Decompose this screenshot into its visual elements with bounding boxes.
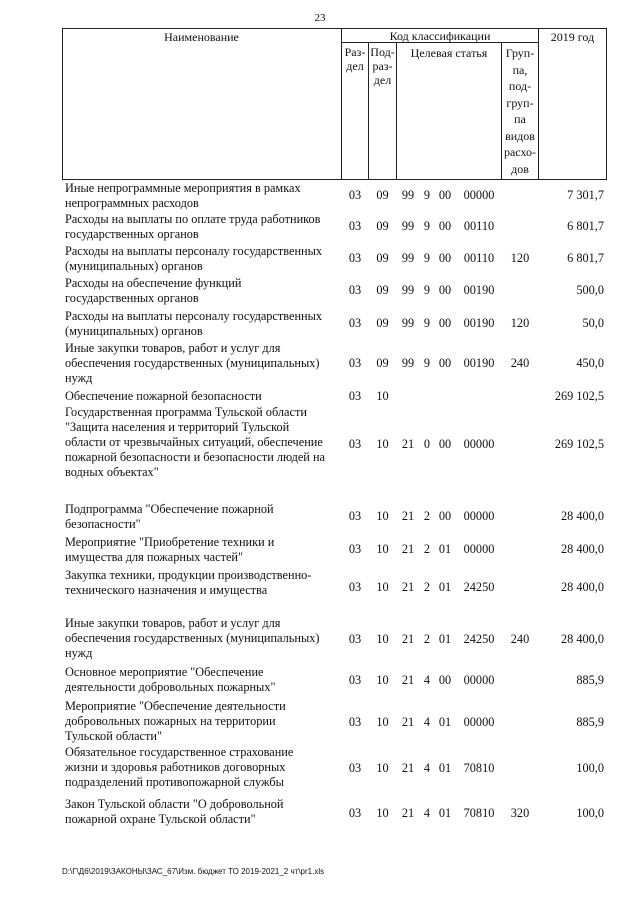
row-amount: 269 102,5 xyxy=(554,437,604,451)
header-podrazdel: Под- раз- дел xyxy=(370,45,395,87)
row-name-line: государственных органов xyxy=(65,291,199,305)
row-code-t2: 9 xyxy=(423,356,431,370)
row-name xyxy=(65,568,345,598)
row-name-line: деятельности добровольных пожарных" xyxy=(65,680,276,694)
row-code-t1: 99 xyxy=(401,316,415,330)
table-row xyxy=(62,181,607,211)
row-code-t1: 21 xyxy=(401,542,415,556)
row-code-r: 03 xyxy=(348,580,362,594)
row-code-g: 120 xyxy=(510,251,530,265)
row-code-t2: 9 xyxy=(423,251,431,265)
row-code-t3: 00 xyxy=(438,251,452,265)
row-code-t2: 2 xyxy=(423,632,431,646)
row-name-line: Обязательное государственное страхование xyxy=(65,745,294,759)
row-name-line: Мероприятие "Обеспечение деятельности xyxy=(65,699,286,713)
header-border-bottom xyxy=(62,179,607,180)
row-code-t3: 00 xyxy=(438,316,452,330)
header-group: Груп- па, под- груп- па видов расхо- дов xyxy=(503,46,537,176)
row-code-t4: 70810 xyxy=(463,761,495,775)
row-code-t3: 01 xyxy=(438,542,452,556)
row-code-t1: 99 xyxy=(401,251,415,265)
row-name xyxy=(65,616,345,661)
row-code-t1: 21 xyxy=(401,632,415,646)
table-header xyxy=(62,28,607,180)
row-code-t1: 99 xyxy=(401,283,415,297)
header-razdel: Раз- дел xyxy=(344,45,366,73)
row-amount: 100,0 xyxy=(576,806,604,820)
row-code-g: 120 xyxy=(510,316,530,330)
row-code-p: 10 xyxy=(376,580,389,594)
row-code-r: 03 xyxy=(348,283,362,297)
row-code-t3: 01 xyxy=(438,632,452,646)
row-code-t4: 00190 xyxy=(463,356,495,370)
row-name xyxy=(65,212,345,242)
row-name xyxy=(65,181,345,211)
row-amount: 28 400,0 xyxy=(560,542,604,556)
row-code-g: 240 xyxy=(510,356,530,370)
table-row xyxy=(62,389,607,405)
row-code-t2: 4 xyxy=(423,806,431,820)
row-code-p: 10 xyxy=(376,761,389,775)
row-code-p: 09 xyxy=(376,283,389,297)
row-name-line: обеспечения государственных (муниципальных) xyxy=(65,356,320,370)
row-code-t2: 0 xyxy=(423,437,431,451)
row-code-t3: 00 xyxy=(438,673,452,687)
row-amount: 450,0 xyxy=(576,356,604,370)
row-code-t3: 01 xyxy=(438,715,452,729)
row-name xyxy=(65,389,345,404)
row-code-p: 10 xyxy=(376,509,389,523)
table-row xyxy=(62,276,607,306)
row-name-line: водных объектах" xyxy=(65,465,159,479)
row-code-t3: 01 xyxy=(438,761,452,775)
row-amount: 885,9 xyxy=(576,715,604,729)
row-code-t2: 9 xyxy=(423,188,431,202)
header-divider-year xyxy=(538,28,539,180)
row-name-line: Расходы на обеспечение функций xyxy=(65,276,242,290)
row-code-t2: 2 xyxy=(423,509,431,523)
row-amount: 100,0 xyxy=(576,761,604,775)
table-row xyxy=(62,797,607,830)
row-name xyxy=(65,341,345,386)
row-name-line: Расходы на выплаты по оплате труда работников xyxy=(65,212,321,226)
row-code-t4: 00190 xyxy=(463,283,495,297)
row-name-line: добровольных пожарных на территории xyxy=(65,714,276,728)
row-name-line: пожарной безопасности и безопасности людей на xyxy=(65,450,325,464)
row-name xyxy=(65,309,345,339)
row-code-t1: 21 xyxy=(401,580,415,594)
row-code-t1: 21 xyxy=(401,761,415,775)
row-name-line: "Защита населения и территорий Тульской xyxy=(65,420,290,434)
row-code-r: 03 xyxy=(348,509,362,523)
row-code-r: 03 xyxy=(348,673,362,687)
header-name: Наименование xyxy=(164,30,239,44)
row-name-line: Тульской области" xyxy=(65,729,162,743)
row-code-t4: 00110 xyxy=(463,251,495,265)
row-name-line: Закупка техники, продукции производственно- xyxy=(65,568,312,582)
header-border-left xyxy=(62,28,63,180)
row-code-t4: 24250 xyxy=(463,632,495,646)
row-name-line: (муниципальных) органов xyxy=(65,324,203,338)
row-code-t4: 00000 xyxy=(463,542,495,556)
row-code-g: 320 xyxy=(510,806,530,820)
row-name-line: государственных органов xyxy=(65,227,199,241)
row-name-line: Государственная программа Тульской области xyxy=(65,405,307,419)
page-number: 23 xyxy=(314,12,326,24)
row-code-t4: 00110 xyxy=(463,219,495,233)
row-code-t3: 01 xyxy=(438,806,452,820)
row-name xyxy=(65,535,345,565)
row-code-t4: 24250 xyxy=(463,580,495,594)
table-row xyxy=(62,745,607,793)
row-amount: 500,0 xyxy=(576,283,604,297)
row-code-t3: 00 xyxy=(438,437,452,451)
table-row xyxy=(62,502,607,532)
row-code-t4: 70810 xyxy=(463,806,495,820)
row-name-line: Подпрограмма "Обеспечение пожарной xyxy=(65,502,274,516)
row-name-line: Обеспечение пожарной безопасности xyxy=(65,389,262,403)
row-amount: 6 801,7 xyxy=(567,251,604,265)
row-code-r: 03 xyxy=(348,356,362,370)
row-code-p: 09 xyxy=(376,356,389,370)
row-code-p: 10 xyxy=(376,542,389,556)
header-divider-podrazdel xyxy=(396,42,397,180)
row-code-t3: 00 xyxy=(438,219,452,233)
row-code-g: 240 xyxy=(510,632,530,646)
header-classification: Код классификации xyxy=(389,29,491,43)
row-amount: 885,9 xyxy=(576,673,604,687)
row-code-r: 03 xyxy=(348,761,362,775)
header-border-right xyxy=(606,28,607,180)
row-code-t4: 00000 xyxy=(463,673,495,687)
row-amount: 28 400,0 xyxy=(560,509,604,523)
row-code-t4: 00000 xyxy=(463,188,495,202)
row-name-line: (муниципальных) органов xyxy=(65,259,203,273)
row-name-line: жизни и здоровья работников договорных xyxy=(65,760,286,774)
table-row xyxy=(62,405,607,485)
table-row xyxy=(62,309,607,339)
row-name-line: подразделений противопожарной службы xyxy=(65,775,284,789)
file-path-footer: D:\Г\Д6\2019\ЗАКОНЫ\ЗАС_67\Изм. бюджет ТО 2019-2021_2 чт\pr1.xls xyxy=(62,867,325,876)
row-amount: 269 102,5 xyxy=(554,389,604,403)
row-name-line: Расходы на выплаты персоналу государственных xyxy=(65,309,323,323)
table-row xyxy=(62,244,607,274)
row-name xyxy=(65,244,345,274)
row-code-t2: 9 xyxy=(423,316,431,330)
row-code-t4: 00000 xyxy=(463,437,495,451)
row-code-t3: 01 xyxy=(438,580,452,594)
row-name xyxy=(65,745,345,790)
row-code-p: 10 xyxy=(376,673,389,687)
table-row xyxy=(62,535,607,565)
row-amount: 6 801,7 xyxy=(567,219,604,233)
row-name-line: Мероприятие "Приобретение техники и xyxy=(65,535,275,549)
header-target: Целевая статья xyxy=(410,46,488,60)
row-code-p: 10 xyxy=(376,715,389,729)
header-year: 2019 год xyxy=(550,30,595,44)
row-code-t1: 21 xyxy=(401,715,415,729)
row-code-t4: 00000 xyxy=(463,715,495,729)
row-name-line: обеспечения государственных (муниципальных) xyxy=(65,631,320,645)
row-code-t3: 00 xyxy=(438,509,452,523)
row-code-t1: 21 xyxy=(401,673,415,687)
row-name xyxy=(65,665,345,695)
row-code-t2: 9 xyxy=(423,219,431,233)
row-code-t3: 00 xyxy=(438,356,452,370)
row-code-r: 03 xyxy=(348,188,362,202)
row-code-t1: 21 xyxy=(401,806,415,820)
row-code-p: 10 xyxy=(376,632,389,646)
row-amount: 28 400,0 xyxy=(560,632,604,646)
row-code-r: 03 xyxy=(348,715,362,729)
row-code-t4: 00190 xyxy=(463,316,495,330)
row-amount: 50,0 xyxy=(582,316,604,330)
row-code-p: 10 xyxy=(376,806,389,820)
row-name-line: нужд xyxy=(65,371,93,385)
row-name-line: Расходы на выплаты персоналу государственных xyxy=(65,244,323,258)
table-row xyxy=(62,341,607,387)
row-name-line: области от чрезвычайных ситуаций, обеспечение xyxy=(65,435,323,449)
row-name-line: Иные непрограммные мероприятия в рамках xyxy=(65,181,301,195)
row-name xyxy=(65,699,345,744)
row-code-t2: 2 xyxy=(423,580,431,594)
row-name-line: Закон Тульской области "О добровольной xyxy=(65,797,284,811)
row-code-p: 09 xyxy=(376,219,389,233)
row-code-t2: 4 xyxy=(423,715,431,729)
table-row xyxy=(62,568,607,608)
row-code-t4: 00000 xyxy=(463,509,495,523)
row-code-p: 09 xyxy=(376,251,389,265)
row-code-t3: 00 xyxy=(438,283,452,297)
table-row xyxy=(62,665,607,697)
table-row xyxy=(62,699,607,747)
row-code-r: 03 xyxy=(348,437,362,451)
row-name-line: безопасности" xyxy=(65,517,141,531)
table-row xyxy=(62,212,607,242)
row-code-t1: 99 xyxy=(401,188,415,202)
row-code-r: 03 xyxy=(348,219,362,233)
row-name-line: непрограммных расходов xyxy=(65,196,199,210)
row-code-r: 03 xyxy=(348,806,362,820)
row-name-line: пожарной охране Тульской области" xyxy=(65,812,256,826)
row-code-r: 03 xyxy=(348,542,362,556)
row-code-r: 03 xyxy=(348,251,362,265)
row-code-p: 10 xyxy=(376,389,389,403)
row-code-t2: 4 xyxy=(423,761,431,775)
row-name-line: имущества для пожарных частей" xyxy=(65,550,243,564)
row-amount: 7 301,7 xyxy=(567,188,604,202)
row-name-line: Иные закупки товаров, работ и услуг для xyxy=(65,616,281,630)
row-name-line: Основное мероприятие "Обеспечение xyxy=(65,665,264,679)
row-code-r: 03 xyxy=(348,632,362,646)
row-code-t1: 99 xyxy=(401,356,415,370)
row-amount: 28 400,0 xyxy=(560,580,604,594)
row-name xyxy=(65,797,345,827)
row-code-t1: 21 xyxy=(401,437,415,451)
row-code-p: 09 xyxy=(376,316,389,330)
row-name xyxy=(65,276,345,306)
row-code-p: 10 xyxy=(376,437,389,451)
table-row xyxy=(62,616,607,664)
row-code-t2: 9 xyxy=(423,283,431,297)
row-code-r: 03 xyxy=(348,316,362,330)
row-code-p: 09 xyxy=(376,188,389,202)
row-name xyxy=(65,405,345,480)
row-code-r: 03 xyxy=(348,389,362,403)
row-code-t2: 2 xyxy=(423,542,431,556)
row-code-t2: 4 xyxy=(423,673,431,687)
row-code-t3: 00 xyxy=(438,188,452,202)
row-name-line: нужд xyxy=(65,646,93,660)
row-code-t1: 21 xyxy=(401,509,415,523)
row-name-line: технического назначения и имущества xyxy=(65,583,268,597)
row-name xyxy=(65,502,345,532)
row-name-line: Иные закупки товаров, работ и услуг для xyxy=(65,341,281,355)
row-code-t1: 99 xyxy=(401,219,415,233)
